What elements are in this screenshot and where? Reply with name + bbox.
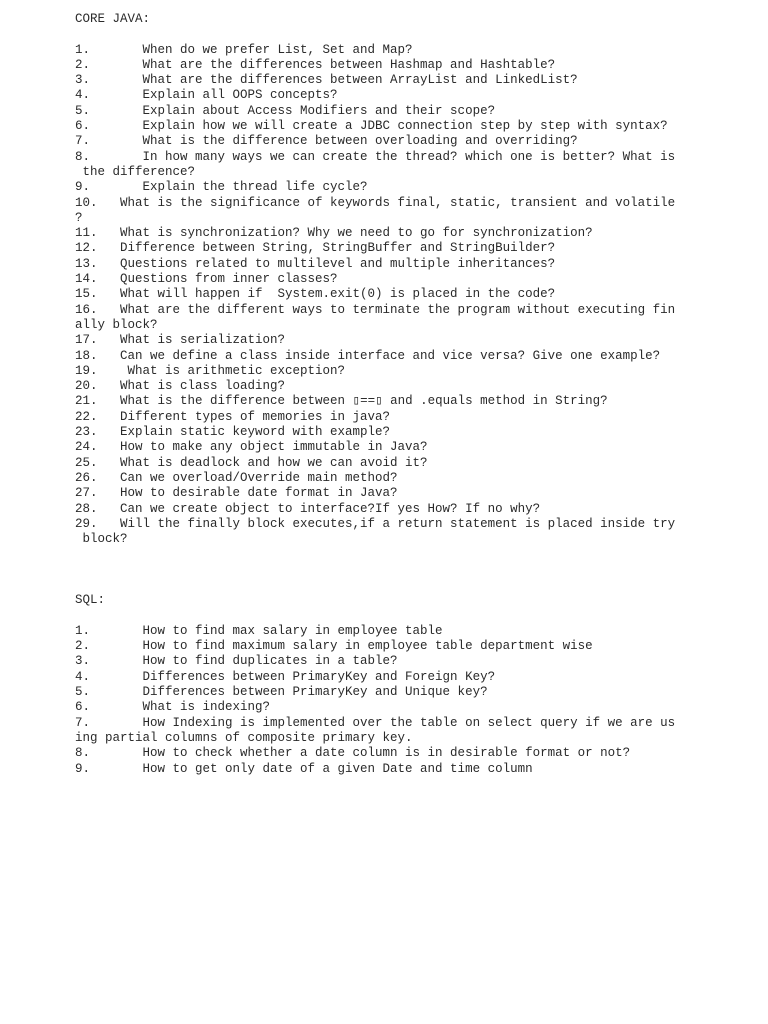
question-line: 23. Explain static keyword with example? <box>75 425 391 440</box>
question-line: 20. What is class loading? <box>75 379 286 394</box>
question-line: 18. Can we define a class inside interface and vice versa? Give one example? <box>75 348 661 363</box>
question-line: 5. Explain about Access Modifiers and their scope? <box>75 103 496 118</box>
question-line: 10. What is the significance of keywords final, static, transient and volatile <box>75 195 676 210</box>
question-line: 2. How to find maximum salary in employee table department wise <box>75 639 593 654</box>
spacer <box>75 578 685 593</box>
question-line: 4. Differences between PrimaryKey and Foreign Key? <box>75 669 496 684</box>
question-line: 17. What is serialization? <box>75 333 286 348</box>
question-line: 1. When do we prefer List, Set and Map? <box>75 42 413 57</box>
question-line: ing partial columns of composite primary key. <box>75 730 413 745</box>
question-line: 7. How Indexing is implemented over the table on select query if we are us <box>75 715 676 730</box>
question-line: 16. What are the different ways to terminate the program without executing fin <box>75 302 676 317</box>
spacer <box>75 27 685 42</box>
question-line: 8. How to check whether a date column is in desirable format or not? <box>75 746 631 761</box>
question-line: 5. Differences between PrimaryKey and Unique key? <box>75 685 488 700</box>
question-line: 19. What is arithmetic exception? <box>75 363 346 378</box>
question-line: block? <box>75 532 128 547</box>
document-page <box>75 12 685 777</box>
question-line: ally block? <box>75 317 158 332</box>
question-line: 6. What is indexing? <box>75 700 271 715</box>
section-heading-sql: SQL: <box>75 593 106 608</box>
question-line: 2. What are the differences between Hashmap and Hashtable? <box>75 57 556 72</box>
question-line: 7. What is the difference between overloading and overriding? <box>75 134 578 149</box>
sql-question-list <box>75 624 685 777</box>
spacer <box>75 609 685 624</box>
question-line: 4. Explain all OOPS concepts? <box>75 88 338 103</box>
spacer <box>75 547 685 578</box>
question-line: ? <box>75 210 83 225</box>
question-line: 25. What is deadlock and how we can avoid it? <box>75 455 428 470</box>
section-heading-core-java: CORE JAVA: <box>75 12 151 26</box>
question-line: 12. Difference between String, StringBuffer and StringBuilder? <box>75 241 556 256</box>
question-line: 21. What is the difference between ▯==▯ and .equals method in String? <box>75 394 608 409</box>
question-line: 22. Different types of memories in java? <box>75 409 391 424</box>
question-line: 27. How to desirable date format in Java? <box>75 486 398 501</box>
question-line: 14. Questions from inner classes? <box>75 272 338 287</box>
question-line: 9. Explain the thread life cycle? <box>75 180 368 195</box>
question-line: 29. Will the finally block executes,if a return statement is placed inside try <box>75 516 676 531</box>
question-line: 24. How to make any object immutable in Java? <box>75 440 428 455</box>
question-line: 11. What is synchronization? Why we need to go for synchronization? <box>75 226 593 241</box>
question-line: 26. Can we overload/Override main method? <box>75 470 398 485</box>
question-line: 9. How to get only date of a given Date and time column <box>75 761 533 776</box>
question-line: 8. In how many ways we can create the thread? which one is better? What is <box>75 149 676 164</box>
question-line: the difference? <box>75 164 196 179</box>
question-line: 15. What will happen if System.exit(0) is placed in the code? <box>75 287 556 302</box>
question-line: 3. How to find duplicates in a table? <box>75 654 398 669</box>
question-line: 6. Explain how we will create a JDBC connection step by step with syntax? <box>75 119 668 134</box>
question-line: 13. Questions related to multilevel and multiple inheritances? <box>75 256 556 271</box>
question-line: 3. What are the differences between ArrayList and LinkedList? <box>75 73 578 88</box>
question-line: 1. How to find max salary in employee table <box>75 623 443 638</box>
question-line: 28. Can we create object to interface?If yes How? If no why? <box>75 501 541 516</box>
core-java-question-list <box>75 43 685 548</box>
